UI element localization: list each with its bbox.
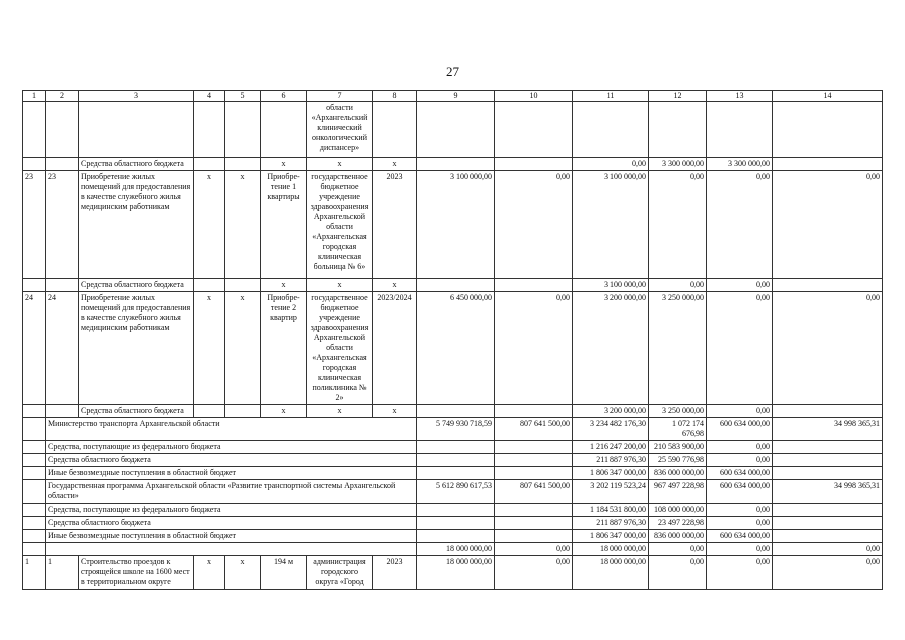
funding-source-label: Средства областного бюджета: [79, 279, 194, 292]
funding-source-row: Средства областного бюджета 211 887 976,30 25 590 776,98 0,00: [23, 454, 883, 467]
subtotal-row: 18 000 000,00 0,00 18 000 000,00 0,00 0,00 0,00: [23, 543, 883, 556]
funding-source-row: Иные безвозмездные поступления в областной бюджет 1 806 347 000,00 836 000 000,00 600 634 000,00: [23, 530, 883, 543]
program-label: Государственная программа Архангельской области «Развитие транспортной системы Архангельской области»: [46, 480, 417, 504]
column-number: 12: [649, 91, 707, 102]
funding-source-row: Средства областного бюджета х х х 3 200 000,00 3 250 000,00 0,00: [23, 405, 883, 418]
column-number: 2: [46, 91, 79, 102]
column-number: 5: [225, 91, 261, 102]
column-number: 4: [194, 91, 225, 102]
funding-source-row: Средства, поступающие из федерального бюджета 1 184 531 800,00 108 000 000,00 0,00: [23, 504, 883, 517]
program-total-row: Государственная программа Архангельской области «Развитие транспортной системы Архангельской области» 5 612 890 617,53 807 641 500,00 3 202 119 523,24 967 497 228,98 600 634 000,00 34 998 365,31: [23, 480, 883, 504]
executor-cell: государственное бюджетное учреждение здравоохранения Архангельской области «Архангельская городская клиническая больница № 6»: [307, 171, 373, 279]
funding-source-row: Средства областного бюджета 211 887 976,30 23 497 228,98 0,00: [23, 517, 883, 530]
item-description: Строительство проездов к строящейся школе на 1600 мест в территориальном округе: [79, 556, 194, 590]
funding-source-label: Средства областного бюджета: [79, 405, 194, 418]
executor-cell: государственное бюджетное учреждение здравоохранения Архангельской области «Архангельская городская клиническая поликлиника № 2»: [307, 292, 373, 405]
funding-source-row: Средства областного бюджета х х х 3 100 000,00 0,00 0,00: [23, 279, 883, 292]
column-number: 3: [79, 91, 194, 102]
executor-cell: области «Архангельский клинический онкологический диспансер»: [307, 102, 373, 158]
item-description: Приобретение жилых помещений для предоставления в качестве служебного жилья медицинским работникам: [79, 292, 194, 405]
column-number-row: [23, 91, 883, 102]
item-description: Приобретение жилых помещений для предоставления в качестве служебного жилья медицинским работникам: [79, 171, 194, 279]
column-number: 9: [417, 91, 495, 102]
budget-table: [22, 90, 883, 590]
column-number: 13: [707, 91, 773, 102]
column-number: 10: [495, 91, 573, 102]
executor-cell: администрация городского округа «Город: [307, 556, 373, 590]
ministry-label: Министерство транспорта Архангельской области: [46, 418, 417, 441]
table-row: 1 1 Строительство проездов к строящейся школе на 1600 мест в территориальном округе х х 194 м администрация городского округа «Город 2023 18 000 000,00 0,00 18 000 000,00 0,00 0,00 0,00: [23, 556, 883, 590]
column-number: 1: [23, 91, 46, 102]
column-number: 14: [773, 91, 883, 102]
ministry-total-row: Министерство транспорта Архангельской области 5 749 930 718,59 807 641 500,00 3 234 482 176,30 1 072 174 676,98 600 634 000,00 34 998 365,31: [23, 418, 883, 441]
column-number: 6: [261, 91, 307, 102]
column-number: 7: [307, 91, 373, 102]
funding-source-row: Средства областного бюджета х х х 0,00 3 300 000,00 3 300 000,00: [23, 158, 883, 171]
funding-source-row: Средства, поступающие из федерального бюджета 1 216 247 200,00 210 583 900,00 0,00: [23, 441, 883, 454]
column-number: 11: [573, 91, 649, 102]
table-row: 24 24 Приобретение жилых помещений для предоставления в качестве служебного жилья медицинским работникам х х Приобре-тение 2 квартир государственное бюджетное учреждение здравоохранения Архангельской области «Архангельская городская клиническая поликлиника № 2» 2023/2024 6 450 000,00 0,00 3 200 000,00 3 250 000,00 0,00 0,00: [23, 292, 883, 405]
column-number: 8: [373, 91, 417, 102]
page-number: 27: [446, 64, 459, 79]
funding-source-label: Средства областного бюджета: [79, 158, 194, 171]
table-row: 23 23 Приобретение жилых помещений для предоставления в качестве служебного жилья медицинским работникам х х Приобре-тение 1 квартиры государственное бюджетное учреждение здравоохранения Архангельской области «Архангельская городская клиническая больница № 6» 2023 3 100 000,00 0,00 3 100 000,00 0,00 0,00 0,00: [23, 171, 883, 279]
table-row: [23, 102, 883, 158]
funding-source-row: Иные безвозмездные поступления в областной бюджет 1 806 347 000,00 836 000 000,00 600 634 000,00: [23, 467, 883, 480]
